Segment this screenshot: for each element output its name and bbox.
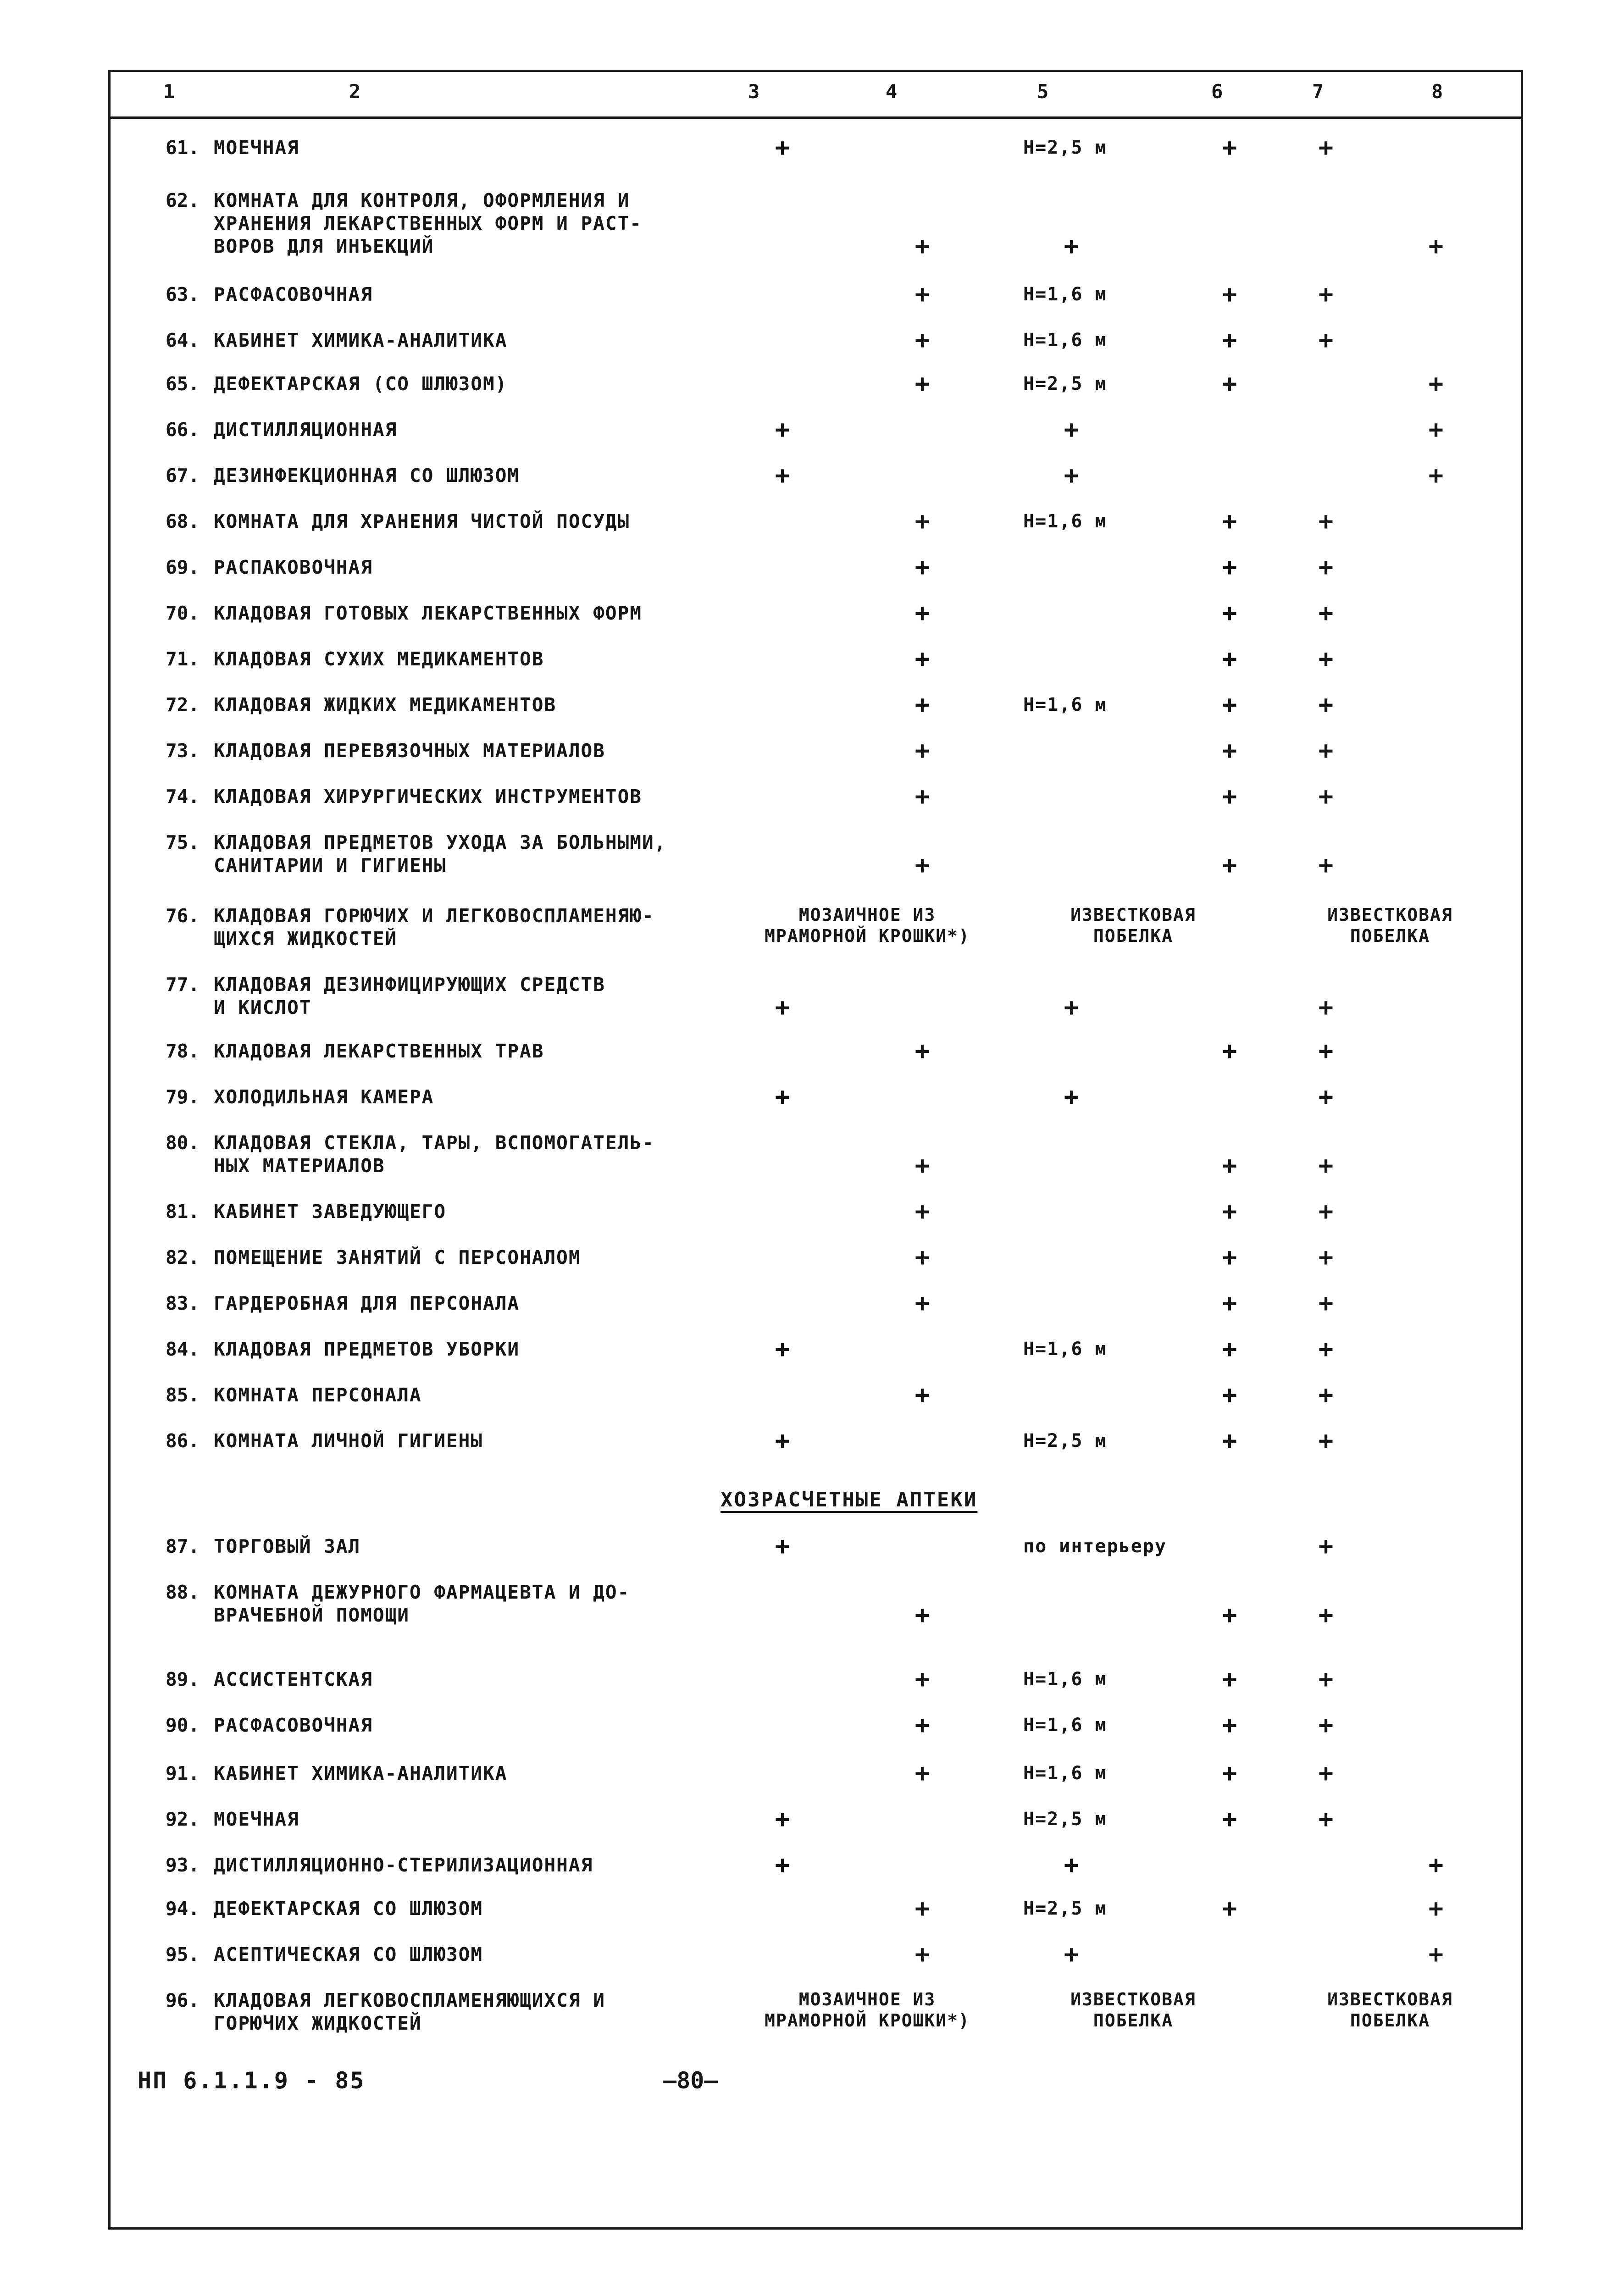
cell-c3: + [775, 415, 790, 444]
cell-c4: + [915, 369, 930, 398]
row-number: 83. [166, 1292, 200, 1314]
column-header-8: 8 [1431, 80, 1443, 103]
room-name: КОМНАТА ДЛЯ ХРАНЕНИЯ ЧИСТОЙ ПОСУДЫ [214, 510, 630, 532]
cell-c6: + [1222, 598, 1237, 627]
cell-c4: + [915, 1710, 930, 1739]
row-number: 88. [166, 1581, 200, 1603]
column-header-3: 3 [748, 80, 760, 103]
cell-c8: + [1428, 461, 1444, 490]
cell-c7: + [1318, 1243, 1334, 1272]
cell-c4: + [915, 280, 930, 309]
cell-c3: + [775, 993, 790, 1022]
row-number: 78. [166, 1040, 200, 1062]
cell-c4: + [915, 507, 930, 536]
room-name: АСЕПТИЧЕСКАЯ СО ШЛЮЗОМ [214, 1943, 483, 1965]
cell-c5: + [1064, 232, 1079, 260]
cell-c7: + [1318, 736, 1334, 765]
cell-c5: Н=2,5 м [1023, 373, 1107, 394]
floor-material: МОЗАИЧНОЕ ИЗ МРАМОРНОЙ КРОШКИ*) [765, 905, 970, 946]
row-number: 90. [166, 1714, 200, 1736]
cell-c3: + [775, 1082, 790, 1111]
room-name: КЛАДОВАЯ СТЕКЛА, ТАРЫ, ВСПОМОГАТЕЛЬ- НЫХ МАТЕРИАЛОВ [214, 1132, 654, 1177]
cell-c8: + [1428, 1894, 1444, 1923]
cell-c7: + [1318, 553, 1334, 581]
row-number: 84. [166, 1338, 200, 1360]
floor-material: МОЗАИЧНОЕ ИЗ МРАМОРНОЙ КРОШКИ*) [765, 1989, 970, 2031]
row-number: 73. [166, 740, 200, 762]
cell-c5: + [1064, 461, 1079, 490]
row-number: 86. [166, 1430, 200, 1452]
room-name: КЛАДОВАЯ ЛЕГКОВОСПЛАМЕНЯЮЩИХСЯ И ГОРЮЧИХ ЖИДКОСТЕЙ [214, 1989, 605, 2034]
cell-c7: + [1318, 1289, 1334, 1317]
cell-c6: + [1222, 1380, 1237, 1409]
cell-c6: + [1222, 1151, 1237, 1180]
room-name: КАБИНЕТ ХИМИКА-АНАЛИТИКА [214, 1762, 508, 1784]
cell-c5: Н=1,6 м [1023, 1339, 1107, 1360]
column-header-2: 2 [349, 80, 361, 103]
cell-c5: Н=1,6 м [1023, 1763, 1107, 1784]
cell-c7: + [1318, 326, 1334, 354]
cell-c7: + [1318, 690, 1334, 719]
row-number: 91. [166, 1762, 200, 1784]
cell-c7: + [1318, 1804, 1334, 1833]
cell-c6: + [1222, 1804, 1237, 1833]
wall-material: ИЗВЕСТКОВАЯ ПОБЕЛКА [1070, 905, 1196, 946]
cell-c7: + [1318, 1710, 1334, 1739]
cell-c4: + [915, 1759, 930, 1788]
cell-c6: + [1222, 736, 1237, 765]
cell-c5: + [1064, 1940, 1079, 1969]
room-name: ПОМЕЩЕНИЕ ЗАНЯТИЙ С ПЕРСОНАЛОМ [214, 1246, 581, 1268]
room-name: РАСФАСОВОЧНАЯ [214, 283, 373, 305]
cell-c3: + [775, 1334, 790, 1363]
room-name: КОМНАТА ДЕЖУРНОГО ФАРМАЦЕВТА И ДО- ВРАЧЕБНОЙ ПОМОЩИ [214, 1581, 630, 1626]
room-name: ТОРГОВЫЙ ЗАЛ [214, 1535, 361, 1557]
row-number: 62. [166, 189, 200, 211]
cell-c7: + [1318, 598, 1334, 627]
row-number: 87. [166, 1535, 200, 1557]
cell-c6: + [1222, 1710, 1237, 1739]
cell-c4: + [915, 1197, 930, 1226]
cell-c3: + [775, 1532, 790, 1561]
cell-c8: + [1428, 415, 1444, 444]
page-number: —80— [663, 2067, 718, 2094]
cell-c7: + [1318, 280, 1334, 309]
cell-c4: + [915, 326, 930, 354]
column-header-4: 4 [886, 80, 898, 103]
cell-c4: + [915, 782, 930, 811]
cell-c7: + [1318, 1197, 1334, 1226]
cell-c8: + [1428, 1940, 1444, 1969]
cell-c3: + [775, 461, 790, 490]
cell-c5: + [1064, 1082, 1079, 1111]
cell-c8: + [1428, 1850, 1444, 1879]
wall-material: ИЗВЕСТКОВАЯ ПОБЕЛКА [1070, 1989, 1196, 2031]
cell-c7: + [1318, 1759, 1334, 1788]
room-name: КЛАДОВАЯ ХИРУРГИЧЕСКИХ ИНСТРУМЕНТОВ [214, 786, 642, 808]
room-name: ХОЛОДИЛЬНАЯ КАМЕРА [214, 1086, 434, 1108]
cell-c4: + [915, 1665, 930, 1694]
column-header-5: 5 [1037, 80, 1049, 103]
row-number: 82. [166, 1246, 200, 1268]
cell-c5: Н=1,6 м [1023, 284, 1107, 305]
cell-c3: + [775, 1850, 790, 1879]
cell-c6: + [1222, 1665, 1237, 1694]
cell-c7: + [1318, 1334, 1334, 1363]
cell-c4: + [915, 1289, 930, 1317]
row-number: 66. [166, 419, 200, 441]
row-number: 70. [166, 602, 200, 624]
cell-c4: + [915, 736, 930, 765]
cell-c6: + [1222, 690, 1237, 719]
cell-c7: + [1318, 1426, 1334, 1455]
cell-c5: Н=1,6 м [1023, 1669, 1107, 1690]
cell-c7: + [1318, 1380, 1334, 1409]
cell-c6: + [1222, 507, 1237, 536]
room-name: РАСПАКОВОЧНАЯ [214, 556, 373, 578]
row-number: 71. [166, 648, 200, 670]
cell-c8: + [1428, 369, 1444, 398]
row-number: 94. [166, 1898, 200, 1920]
cell-c5: + [1064, 1850, 1079, 1879]
row-number: 67. [166, 465, 200, 487]
row-number: 92. [166, 1808, 200, 1830]
row-number: 89. [166, 1668, 200, 1690]
cell-c3: + [775, 1804, 790, 1833]
cell-c6: + [1222, 782, 1237, 811]
cell-c6: + [1222, 553, 1237, 581]
ceiling-material: ИЗВЕСТКОВАЯ ПОБЕЛКА [1327, 905, 1453, 946]
row-number: 76. [166, 905, 200, 927]
row-number: 81. [166, 1201, 200, 1223]
row-number: 96. [166, 1989, 200, 2011]
ceiling-material: ИЗВЕСТКОВАЯ ПОБЕЛКА [1327, 1989, 1453, 2031]
room-name: ДЕФЕКТАРСКАЯ (СО ШЛЮЗОМ) [214, 373, 508, 395]
cell-c7: + [1318, 993, 1334, 1022]
cell-c6: + [1222, 1426, 1237, 1455]
cell-c7: + [1318, 1082, 1334, 1111]
cell-c3: + [775, 1426, 790, 1455]
cell-c3: + [775, 133, 790, 162]
cell-c8: + [1428, 232, 1444, 260]
room-name: КЛАДОВАЯ ГОТОВЫХ ЛЕКАРСТВЕННЫХ ФОРМ [214, 602, 642, 624]
cell-c7: + [1318, 1532, 1334, 1561]
row-number: 69. [166, 556, 200, 578]
cell-c6: + [1222, 280, 1237, 309]
column-header-7: 7 [1312, 80, 1324, 103]
cell-c5: Н=1,6 м [1023, 1715, 1107, 1736]
cell-c7: + [1318, 133, 1334, 162]
cell-c4: + [915, 644, 930, 673]
room-name: КОМНАТА ЛИЧНОЙ ГИГИЕНЫ [214, 1430, 483, 1452]
room-name: КЛАДОВАЯ СУХИХ МЕДИКАМЕНТОВ [214, 648, 544, 670]
table-header [111, 72, 1521, 119]
cell-c7: + [1318, 1036, 1334, 1065]
cell-c7: + [1318, 507, 1334, 536]
room-name: ДИСТИЛЛЯЦИОННО-СТЕРИЛИЗАЦИОННАЯ [214, 1854, 593, 1876]
row-number: 77. [166, 974, 200, 996]
room-name: КОМНАТА ПЕРСОНАЛА [214, 1384, 422, 1406]
row-number: 93. [166, 1854, 200, 1876]
cell-c5: Н=1,6 м [1023, 694, 1107, 715]
cell-c6: + [1222, 1289, 1237, 1317]
cell-c6: + [1222, 326, 1237, 354]
cell-c7: + [1318, 644, 1334, 673]
cell-c6: + [1222, 1894, 1237, 1923]
room-name: ДЕФЕКТАРСКАЯ СО ШЛЮЗОМ [214, 1898, 483, 1920]
row-number: 85. [166, 1384, 200, 1406]
row-number: 68. [166, 510, 200, 532]
row-number: 63. [166, 283, 200, 305]
section-title: ХОЗРАСЧЕТНЫЕ АПТЕКИ [721, 1488, 978, 1511]
row-number: 79. [166, 1086, 200, 1108]
cell-c4: + [915, 851, 930, 880]
cell-c5: + [1064, 415, 1079, 444]
room-name: ДЕЗИНФЕКЦИОННАЯ СО ШЛЮЗОМ [214, 465, 520, 487]
cell-c5: по интерьеру [1023, 1536, 1167, 1557]
room-name: КОМНАТА ДЛЯ КОНТРОЛЯ, ОФОРМЛЕНИЯ И ХРАНЕНИЯ ЛЕКАРСТВЕННЫХ ФОРМ И РАСТ- ВОРОВ ДЛЯ ИНЪЕКЦИЙ [214, 189, 642, 257]
column-header-6: 6 [1211, 80, 1223, 103]
cell-c4: + [915, 232, 930, 260]
room-name: КЛАДОВАЯ ПРЕДМЕТОВ УБОРКИ [214, 1338, 520, 1360]
cell-c6: + [1222, 1600, 1237, 1629]
room-name: РАСФАСОВОЧНАЯ [214, 1714, 373, 1736]
cell-c4: + [915, 1894, 930, 1923]
room-name: КЛАДОВАЯ ЛЕКАРСТВЕННЫХ ТРАВ [214, 1040, 544, 1062]
row-number: 74. [166, 786, 200, 808]
cell-c5: Н=2,5 м [1023, 137, 1107, 158]
cell-c5: Н=2,5 м [1023, 1898, 1107, 1919]
cell-c6: + [1222, 1197, 1237, 1226]
cell-c6: + [1222, 133, 1237, 162]
cell-c6: + [1222, 1759, 1237, 1788]
cell-c5: Н=1,6 м [1023, 330, 1107, 351]
row-number: 65. [166, 373, 200, 395]
room-name: МОЕЧНАЯ [214, 137, 299, 159]
cell-c4: + [915, 1600, 930, 1629]
cell-c5: + [1064, 993, 1079, 1022]
cell-c5: Н=2,5 м [1023, 1430, 1107, 1451]
row-number: 95. [166, 1943, 200, 1965]
room-name: КЛАДОВАЯ ПРЕДМЕТОВ УХОДА ЗА БОЛЬНЫМИ, САНИТАРИИ И ГИГИЕНЫ [214, 831, 667, 876]
room-name: КАБИНЕТ ХИМИКА-АНАЛИТИКА [214, 329, 508, 351]
room-name: КЛАДОВАЯ ДЕЗИНФИЦИРУЮЩИХ СРЕДСТВ И КИСЛОТ [214, 974, 605, 1018]
document-code: НП 6.1.1.9 - 85 [138, 2067, 366, 2094]
row-number: 61. [166, 137, 200, 159]
room-name: ДИСТИЛЛЯЦИОННАЯ [214, 419, 398, 441]
room-name: КЛАДОВАЯ ГОРЮЧИХ И ЛЕГКОВОСПЛАМЕНЯЮ- ЩИХСЯ ЖИДКОСТЕЙ [214, 905, 654, 950]
cell-c4: + [915, 1940, 930, 1969]
room-name: ГАРДЕРОБНАЯ ДЛЯ ПЕРСОНАЛА [214, 1292, 520, 1314]
cell-c5: Н=2,5 м [1023, 1809, 1107, 1830]
cell-c7: + [1318, 782, 1334, 811]
page-frame [108, 70, 1523, 2230]
cell-c4: + [915, 1243, 930, 1272]
cell-c7: + [1318, 1665, 1334, 1694]
row-number: 64. [166, 329, 200, 351]
room-name: АССИСТЕНТСКАЯ [214, 1668, 373, 1690]
cell-c4: + [915, 598, 930, 627]
cell-c7: + [1318, 1151, 1334, 1180]
room-name: МОЕЧНАЯ [214, 1808, 299, 1830]
cell-c6: + [1222, 1036, 1237, 1065]
row-number: 75. [166, 831, 200, 853]
cell-c4: + [915, 690, 930, 719]
column-header-1: 1 [163, 80, 175, 103]
cell-c4: + [915, 553, 930, 581]
cell-c7: + [1318, 851, 1334, 880]
room-name: КАБИНЕТ ЗАВЕДУЮЩЕГО [214, 1201, 446, 1223]
room-name: КЛАДОВАЯ ПЕРЕВЯЗОЧНЫХ МАТЕРИАЛОВ [214, 740, 605, 762]
cell-c6: + [1222, 644, 1237, 673]
row-number: 72. [166, 694, 200, 716]
cell-c5: Н=1,6 м [1023, 511, 1107, 532]
cell-c7: + [1318, 1600, 1334, 1629]
cell-c4: + [915, 1151, 930, 1180]
cell-c6: + [1222, 1334, 1237, 1363]
cell-c4: + [915, 1036, 930, 1065]
room-name: КЛАДОВАЯ ЖИДКИХ МЕДИКАМЕНТОВ [214, 694, 557, 716]
cell-c4: + [915, 1380, 930, 1409]
cell-c6: + [1222, 851, 1237, 880]
cell-c6: + [1222, 369, 1237, 398]
row-number: 80. [166, 1132, 200, 1154]
cell-c6: + [1222, 1243, 1237, 1272]
